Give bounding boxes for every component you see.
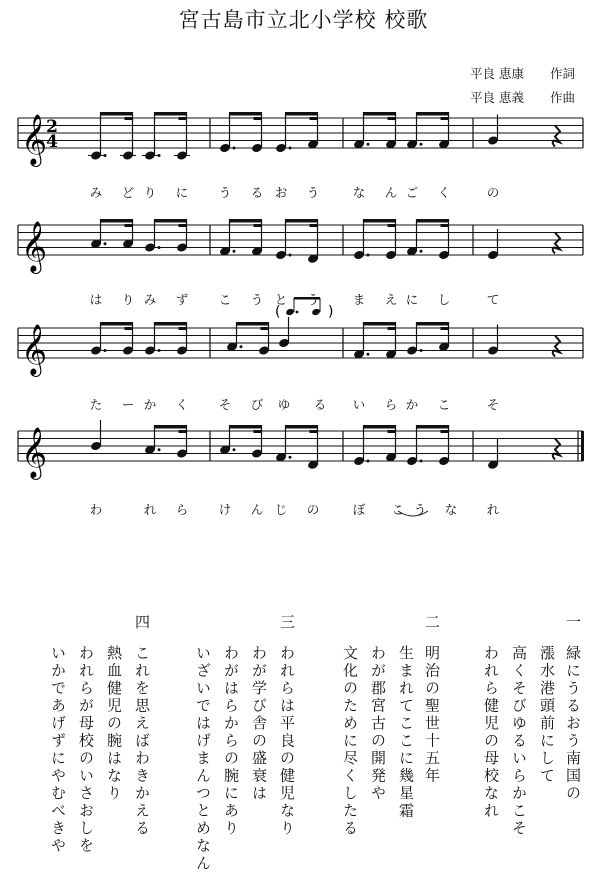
lyricist-role: 作詞	[550, 66, 576, 81]
lyric-syllable: は	[89, 292, 103, 307]
eighth-beam	[155, 112, 187, 116]
sixteenth-beam	[388, 117, 396, 120]
lyric-syllable: う	[306, 185, 320, 200]
sixteenth-beam	[261, 327, 269, 330]
verse-line: わが学び舎の盛衰は	[250, 645, 268, 803]
note-dot	[233, 448, 236, 451]
verse-line: わが郡宮古の開発や	[369, 645, 387, 803]
eighth-beam	[286, 219, 318, 223]
treble-clef-icon: 𝄞	[21, 324, 48, 375]
eighth-beam	[230, 425, 262, 429]
note-dot	[367, 143, 370, 146]
note-dot	[367, 353, 370, 356]
lyric-syllable: り	[143, 185, 157, 200]
composer-name: 平良 恵義	[470, 90, 524, 105]
sixteenth-beam	[179, 327, 187, 330]
quarter-rest	[553, 336, 560, 357]
sixteenth-beam	[179, 430, 187, 433]
lyric-syllable: り	[121, 292, 135, 307]
note-dot	[367, 254, 370, 257]
lyric-syllable: の	[486, 185, 500, 200]
quarter-rest	[553, 439, 560, 460]
quarter-rest	[553, 126, 560, 147]
lyric-syllable: わ	[89, 502, 103, 517]
lyric-syllable: ぼ	[352, 502, 366, 517]
note-dot	[420, 250, 423, 253]
note-dot	[158, 246, 161, 249]
eighth-beam	[155, 219, 187, 223]
eighth-beam	[101, 219, 133, 223]
lyric-syllable: じ	[274, 502, 288, 517]
verse-line: われらが母校のいさおしを	[77, 645, 95, 855]
lyricist-name: 平良 恵康	[470, 66, 524, 81]
lyric-syllable: る	[313, 397, 327, 412]
eighth-beam	[364, 219, 396, 223]
note-dot	[233, 250, 236, 253]
lyric-syllable: み	[89, 185, 103, 200]
note-dot	[104, 242, 107, 245]
treble-clef-icon: 𝄞	[21, 221, 48, 272]
lyric-syllable: に	[405, 292, 419, 307]
eighth-beam	[230, 219, 262, 223]
eighth-beam	[101, 322, 133, 326]
lyric-syllable: う	[306, 292, 320, 307]
eighth-beam	[364, 425, 396, 429]
optional-note-head	[311, 308, 321, 316]
sixteenth-beam	[441, 327, 449, 330]
note-dot	[289, 456, 292, 459]
lyric-syllable: る	[250, 185, 264, 200]
verse-number: 二	[423, 614, 441, 629]
eighth-beam	[417, 322, 449, 326]
lyric-syllable: え	[384, 292, 398, 307]
verse-line: 緑にうるおう南国の	[564, 645, 582, 803]
eighth-beam	[286, 425, 318, 429]
sixteenth-beam	[441, 430, 449, 433]
verse-line: われら健児の母校なれ	[482, 645, 500, 820]
sixteenth-beam	[310, 430, 318, 433]
eighth-beam	[286, 112, 318, 116]
lyric-syllable: と	[274, 292, 288, 307]
lyric-syllable: ら	[175, 502, 189, 517]
note-dot	[289, 147, 292, 150]
treble-clef-icon: 𝄞	[21, 114, 48, 165]
note-dot	[420, 349, 423, 352]
verse-line: これを思えばわきかえる	[133, 645, 151, 838]
treble-clef-icon: 𝄞	[21, 427, 48, 478]
lyric-syllable: ま	[352, 292, 366, 307]
note-dot	[104, 154, 107, 157]
lyric-syllable: ら	[384, 397, 398, 412]
lyric-syllable: に	[175, 185, 189, 200]
optional-note-open-paren: (	[275, 304, 281, 320]
lyric-syllable: け	[218, 502, 232, 517]
lyric-syllable: ん	[250, 502, 264, 517]
time-signature-bottom: 4	[46, 132, 58, 152]
note-dot	[240, 345, 243, 348]
lyric-syllable: び	[250, 397, 264, 412]
lyric-syllable: み	[143, 292, 157, 307]
verse-line: 高くそびゆるいらかこそ	[510, 645, 528, 838]
lyric-syllable: そ	[218, 397, 232, 412]
lyric-syllable: ご	[405, 185, 419, 200]
lyric-syllable: く	[175, 397, 189, 412]
note-dot	[289, 254, 292, 257]
time-signature-top: 2	[46, 117, 58, 137]
lyric-syllable: お	[274, 185, 288, 200]
final-barline-thick	[581, 431, 584, 461]
eighth-beam	[417, 425, 449, 429]
eighth-beam	[155, 425, 187, 429]
verse-line: いかであげずにやむべきや	[49, 645, 67, 855]
lyric-syllable: ゆ	[277, 397, 291, 412]
verse-line: 生まれてここに幾星霜	[397, 645, 415, 820]
lyric-syllable: た	[89, 397, 103, 412]
verse-line: 明治の聖世十五年	[423, 645, 441, 785]
verse-line: 漲水港頭前にして	[538, 645, 556, 785]
lyric-syllable: こ	[391, 502, 405, 517]
lyric-syllable: ど	[121, 185, 135, 200]
verse-line: わがはらからの腕にあり	[222, 645, 240, 838]
eighth-beam	[417, 219, 449, 223]
verse-line: 熱血健児の腕はなり	[105, 645, 123, 803]
eighth-beam	[237, 322, 269, 326]
note-dot	[158, 448, 161, 451]
verse-line: いざいではげまんつとめなん	[194, 645, 212, 873]
lyric-syllable: か	[143, 397, 157, 412]
song-title: 宮古島市立北小学校 校歌	[178, 8, 429, 32]
verse-line: 文化のために尽くしたる	[341, 645, 359, 838]
sixteenth-beam	[179, 117, 187, 120]
lyric-syllable: か	[405, 397, 419, 412]
lyric-syllable: く	[437, 185, 451, 200]
note-dot	[233, 147, 236, 150]
optional-note-dot	[296, 311, 299, 314]
lyric-syllable: こ	[218, 292, 232, 307]
sixteenth-beam	[388, 430, 396, 433]
lyric-syllable: し	[437, 292, 451, 307]
sixteenth-beam	[125, 327, 133, 330]
sixteenth-beam	[125, 117, 133, 120]
eighth-beam	[364, 112, 396, 116]
lyric-syllable: う	[250, 292, 264, 307]
optional-note-close-paren: )	[328, 304, 334, 320]
lyric-syllable: の	[306, 502, 320, 517]
lyric-syllable: そ	[486, 397, 500, 412]
lyric-syllable: う	[218, 185, 232, 200]
lyric-syllable: れ	[486, 502, 500, 517]
note-dot	[104, 349, 107, 352]
lyric-syllable: ん	[384, 185, 398, 200]
sixteenth-beam	[310, 224, 318, 227]
sixteenth-beam	[254, 224, 262, 227]
optional-note-head	[285, 308, 295, 316]
eighth-beam	[101, 112, 133, 116]
eighth-beam	[417, 112, 449, 116]
verse-number: 四	[133, 614, 151, 629]
eighth-beam	[364, 322, 396, 326]
note-dot	[367, 460, 370, 463]
verse-line: われらは平良の健児なり	[278, 645, 296, 838]
note-dot	[158, 349, 161, 352]
sixteenth-beam	[441, 117, 449, 120]
sixteenth-beam	[254, 430, 262, 433]
lyric-syllable: い	[352, 397, 366, 412]
lyric-syllable: て	[486, 292, 500, 307]
lyric-syllable: ず	[175, 292, 189, 307]
lyric-syllable: れ	[143, 502, 157, 517]
quarter-rest	[553, 233, 560, 254]
eighth-beam	[230, 112, 262, 116]
sixteenth-beam	[310, 117, 318, 120]
note-dot	[158, 154, 161, 157]
sixteenth-beam	[254, 117, 262, 120]
verse-number: 三	[278, 614, 296, 629]
composer-role: 作曲	[550, 90, 576, 105]
lyric-syllable: ー	[121, 397, 135, 412]
lyric-syllable: な	[352, 185, 366, 200]
sixteenth-beam	[125, 224, 133, 227]
note-dot	[420, 460, 423, 463]
eighth-beam	[155, 322, 187, 326]
lyric-syllable: こ	[437, 397, 451, 412]
sixteenth-beam	[179, 224, 187, 227]
lyric-syllable: な	[444, 502, 458, 517]
lyric-syllable: う	[413, 502, 427, 517]
verse-number: 一	[564, 614, 582, 629]
sixteenth-beam	[441, 224, 449, 227]
sixteenth-beam	[388, 224, 396, 227]
note-dot	[420, 143, 423, 146]
sixteenth-beam	[388, 327, 396, 330]
